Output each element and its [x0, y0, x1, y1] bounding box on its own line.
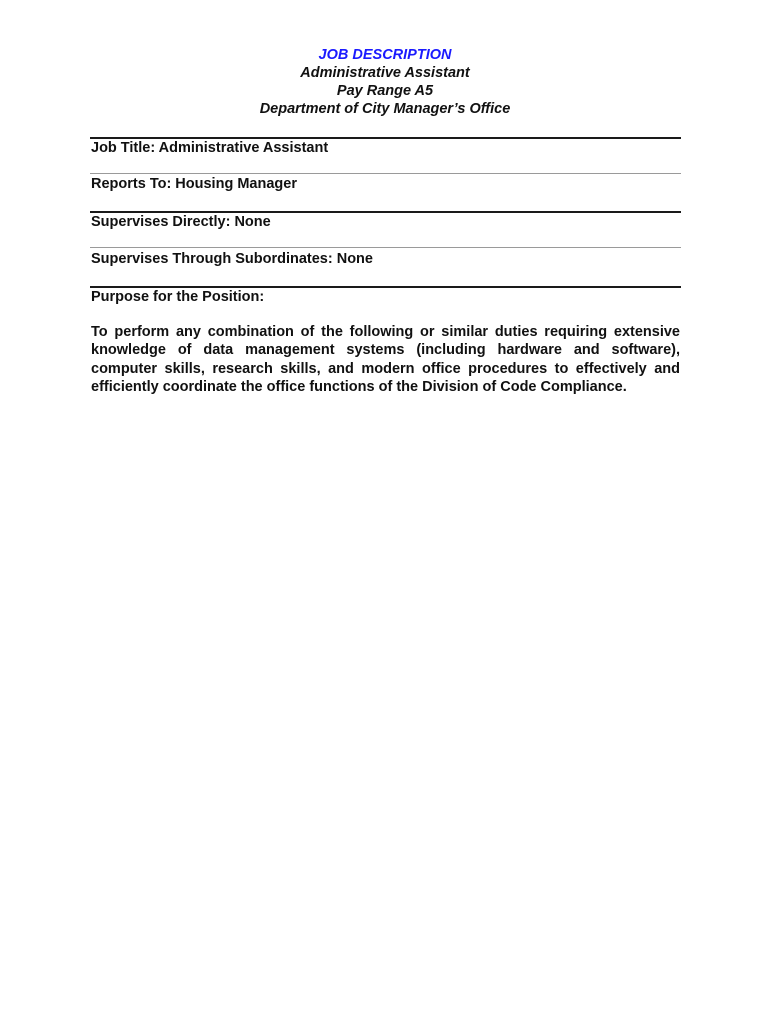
job-title-field: Job Title: Administrative Assistant — [91, 140, 329, 156]
pay-range: Pay Range A5 — [336, 83, 434, 99]
position-title: Administrative Assistant — [300, 65, 470, 81]
supervises-through-field: Supervises Through Subordinates: None — [91, 251, 373, 267]
reports-to-field: Reports To: Housing Manager — [91, 176, 297, 192]
divider-rule — [90, 173, 681, 174]
document-header — [0, 46, 770, 118]
purpose-paragraph: To perform any combination of the following or similar duties requiring extensive knowledge of data management systems (including hardware and software), computer skills, research skills, and modern office procedures to effectively and efficiently coordinate the office functions of the Division of Code Compliance. — [91, 324, 680, 395]
document-title: JOB DESCRIPTION — [318, 47, 452, 63]
supervises-directly-field: Supervises Directly: None — [91, 214, 271, 230]
department: Department of City Manager’s Office — [259, 101, 511, 117]
divider-rule — [90, 247, 681, 248]
purpose-heading: Purpose for the Position: — [91, 289, 265, 305]
